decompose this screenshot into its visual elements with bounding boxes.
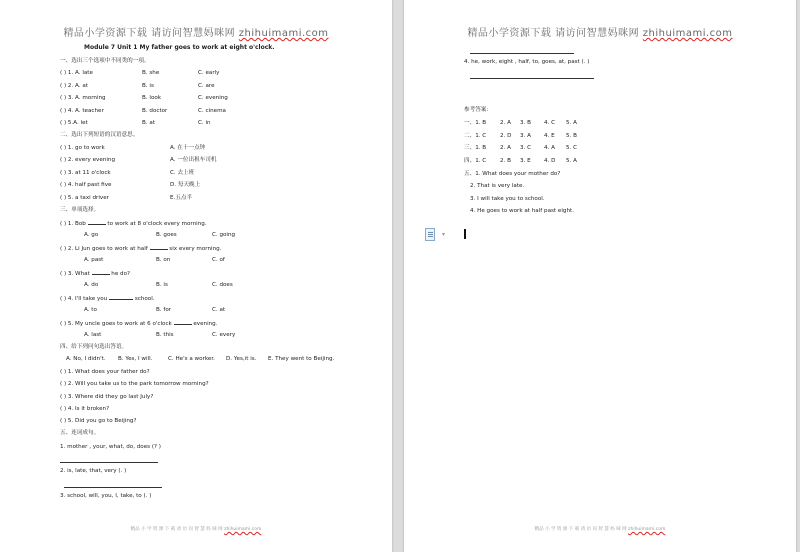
s4-option-c: C. He's a worker.: [168, 356, 215, 362]
section-3-heading: 三、单项选择。: [60, 207, 100, 213]
s2-q4: ( ) 4. half past five: [60, 182, 112, 188]
s3-q1-a: A. go: [84, 232, 99, 238]
s1-q3: ( ) 3. A. morning: [60, 95, 106, 101]
s1-q2: ( ) 2. A. at: [60, 83, 88, 89]
s1-q3-b: B. look: [142, 95, 162, 101]
s3-q1: ( ) 1. Bob to work at 8 o'clock every morning.: [60, 221, 207, 227]
answer-s5-1: 五、1. What does your mother do?: [464, 171, 561, 177]
s3-q3: ( ) 3. What he do?: [60, 271, 131, 277]
s3-q3-a: A. do: [84, 282, 99, 288]
s2-q1: ( ) 1. go to work: [60, 145, 105, 151]
s1-q4-b: B. doctor: [142, 108, 168, 114]
answer-s5-3: 3. I will take you to school.: [470, 196, 545, 202]
page-header: 精品小学资源下载 请访问智慧妈咪网 zhihuimami.com: [467, 28, 733, 39]
s2-q5-a: E.五点半: [170, 195, 193, 201]
answer-cell: 5. A: [566, 120, 577, 126]
answer-line: [470, 78, 594, 79]
s3-q5-a: A. last: [84, 332, 102, 338]
s4-option-e: E. They went to Beijing.: [268, 356, 335, 362]
answer-s5-2: 2. That is very late.: [470, 183, 525, 189]
s2-q3-a: C. 去上班: [170, 170, 195, 176]
answer-cell: 3. A: [520, 133, 531, 139]
s4-q2: ( ) 2. Will you take us to the park tomorrow morning?: [60, 381, 209, 387]
s1-q5-b: B. at: [142, 120, 156, 126]
s3-q4: ( ) 4. I'll take you school.: [60, 296, 155, 302]
s4-q4: ( ) 4. Is it broken?: [60, 406, 110, 412]
s5-q4: 4. he, work, eight , half, to, goes, at, past (. ): [464, 59, 590, 65]
s3-q2-b: B. on: [156, 257, 171, 263]
s2-q1-a: A. 在十一点钟: [170, 145, 206, 151]
s1-q2-b: B. is: [142, 83, 154, 89]
s2-q2: ( ) 2. every evening: [60, 157, 116, 163]
document-icon[interactable]: [425, 228, 435, 241]
answer-cell: 3. E: [520, 158, 531, 164]
text-cursor: [464, 229, 466, 239]
s1-q3-c: C. evening: [198, 95, 228, 101]
s3-q5: ( ) 5. My uncle goes to work at 6 o'clock evening.: [60, 321, 218, 327]
s4-option-b: B. Yes, I will.: [118, 356, 153, 362]
s1-q4-c: C. cinema: [198, 108, 226, 114]
s1-q5: ( ) 5.A. let: [60, 120, 88, 126]
s1-q1-c: C. early: [198, 70, 220, 76]
answer-cell: 5. A: [566, 158, 577, 164]
section-4-heading: 四、给下列问句选出答语。: [60, 344, 128, 350]
s3-q3-c: C. does: [212, 282, 233, 288]
document-page-left: [0, 0, 392, 552]
s1-q1-b: B. she: [142, 70, 160, 76]
s1-q2-c: C. are: [198, 83, 215, 89]
s4-q5: ( ) 5. Did you go to Beijing?: [60, 418, 137, 424]
s2-q2-a: A. 一位出租车司机: [170, 157, 217, 163]
s3-q1-c: C. going: [212, 232, 236, 238]
answer-line: [470, 53, 574, 54]
s3-q2-a: A. past: [84, 257, 104, 263]
s4-option-d: D. Yes,it is.: [226, 356, 257, 362]
answer-line: [64, 487, 162, 488]
section-2-heading: 二、选出下列短语的汉语意思。: [60, 132, 139, 138]
s3-q2: ( ) 2. Li Jun goes to work at half six every morning.: [60, 246, 222, 252]
s2-q5: ( ) 5. a taxi driver: [60, 195, 109, 201]
answer-blank: [92, 269, 110, 275]
answer-s5-4: 4. He goes to work at half past eight.: [470, 208, 574, 214]
answers-heading: 参考答案：: [464, 107, 492, 113]
s2-q4-a: D. 每天晚上: [170, 182, 201, 188]
answer-row-4: 四、1. C: [464, 158, 487, 164]
s1-q1: ( ) 1. A. late: [60, 70, 93, 76]
answer-cell: 4. C: [544, 120, 556, 126]
s4-option-a: A. No, I didn't.: [66, 356, 106, 362]
answer-cell: 4. E: [544, 133, 555, 139]
s5-q3: 3. school, will, you, I, take, to (. ): [60, 493, 152, 499]
answer-cell: 2. A: [500, 145, 511, 151]
answer-cell: 4. D: [544, 158, 556, 164]
s3-q4-a: A. to: [84, 307, 97, 313]
answer-cell: 5. B: [566, 133, 577, 139]
page-footer: 精品 小 学 资 源 下 载 请 访 问 智 慧 妈 咪 网 zhihuimami.com: [534, 527, 666, 532]
answer-line: [60, 462, 158, 463]
s4-q3: ( ) 3. Where did they go last July?: [60, 394, 154, 400]
section-5-heading: 五、连词成句。: [60, 430, 100, 436]
answer-row-2: 二、1. C: [464, 133, 487, 139]
page-footer: 精品 小 学 资 源 下 载 请 访 问 智 慧 妈 咪 网 zhihuimami.com: [130, 527, 262, 532]
answer-cell: 2. B: [500, 158, 511, 164]
answer-blank: [150, 244, 168, 250]
s3-q1-b: B. goes: [156, 232, 177, 238]
answer-cell: 3. C: [520, 145, 532, 151]
answer-row-1: 一、1. B: [464, 120, 487, 126]
answer-row-3: 三、1. B: [464, 145, 487, 151]
s3-q4-b: B. for: [156, 307, 172, 313]
s5-q2: 2. is, late, that, very (. ): [60, 468, 127, 474]
page-header: 精品小学资源下载 请访问智慧妈咪网 zhihuimami.com: [63, 28, 329, 39]
document-page-right: [404, 0, 796, 552]
section-1-heading: 一、选出三个选项中不同类的一项。: [60, 58, 150, 64]
answer-cell: 2. A: [500, 120, 511, 126]
answer-blank: [109, 294, 133, 300]
s3-q5-b: B. this: [156, 332, 174, 338]
answer-blank: [174, 319, 192, 325]
s2-q3: ( ) 3. at 11 o'clock: [60, 170, 111, 176]
s5-q1: 1. mother , your, what, do, does (? ): [60, 444, 161, 450]
s1-q5-c: C. in: [198, 120, 211, 126]
answer-cell: 2. D: [500, 133, 512, 139]
chevron-down-icon[interactable]: ▾: [442, 231, 446, 238]
answer-cell: 3. B: [520, 120, 531, 126]
answer-cell: 4. A: [544, 145, 555, 151]
s3-q4-c: C. at: [212, 307, 226, 313]
s3-q2-c: C. of: [212, 257, 225, 263]
answer-cell: 5. C: [566, 145, 578, 151]
answer-blank: [88, 219, 106, 225]
s3-q5-c: C. every: [212, 332, 236, 338]
s1-q4: ( ) 4. A. teacher: [60, 108, 104, 114]
s4-q1: ( ) 1. What does your father do?: [60, 369, 150, 375]
s3-q3-b: B. is: [156, 282, 168, 288]
worksheet-title: Module 7 Unit 1 My father goes to work at eight o'clock.: [84, 44, 275, 51]
